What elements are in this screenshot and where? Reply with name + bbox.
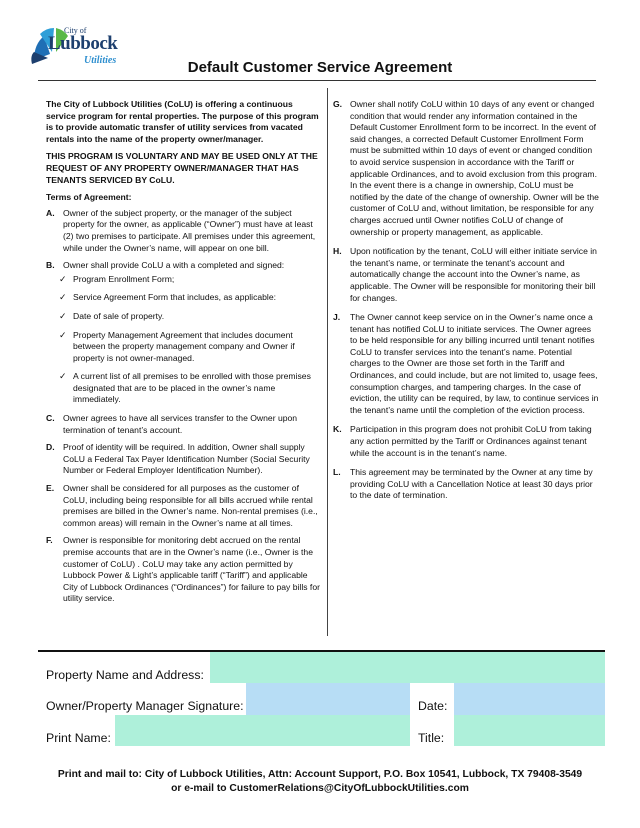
term-letter: L. <box>333 467 341 478</box>
check-icon: ✓ <box>59 310 67 321</box>
checklist-item <box>46 371 320 406</box>
checklist-item <box>46 330 320 365</box>
term-text: Proof of identity will be required. In addition, Owner shall supply CoLU a Federal Tax Payer Identification Number (Social Security Number or Federal Employer Identification Number). <box>63 442 310 476</box>
term-letter: B. <box>46 260 55 271</box>
term-letter: J. <box>333 312 341 323</box>
right-column <box>333 99 599 508</box>
title-label: Title: <box>418 731 445 745</box>
term-text: Upon notification by the tenant, CoLU will either initiate service in the tenant’s name, or terminate the tenant’s account and automatically change the account into the Owner’s name, as applicable. The Owner will be responsible for monitoring their bill for changes. <box>350 246 597 303</box>
logo-name-text: Lubbock <box>48 33 118 54</box>
terms-heading: Terms of Agreement: <box>46 192 132 203</box>
form-row-signature <box>38 683 605 714</box>
term-item <box>46 535 320 605</box>
footer-email-line: or e-mail to CustomerRelations@CityOfLubbockUtilities.com <box>171 783 469 794</box>
term-text: Owner is responsible for monitoring debt accrued on the rental premise accounts that are in the Owner’s name (i.e., Owner is the customer of CoLU) . CoLU may take any action permitted by Lubbock Power & Light’s applicable tariff (“Tariff”) and applicable City of Lubbock Ordinances (“Ordinances”) for failure to pay bills for utility service. <box>63 535 320 604</box>
signature-label: Owner/Property Manager Signature: <box>46 699 244 713</box>
term-item <box>46 260 320 272</box>
checklist-text: A current list of all premises to be enrolled with those premises designated that are to be placed in the owner’s name immediately. <box>73 371 311 405</box>
term-item <box>333 99 599 238</box>
term-text: Owner shall provide CoLU a with a completed and signed: <box>63 260 285 271</box>
term-letter: H. <box>333 246 342 257</box>
voluntary-notice: THIS PROGRAM IS VOLUNTARY AND MAY BE USED ONLY AT THE REQUEST OF ANY PROPERTY OWNER/MANAGER THAT HAS TENANTS SERVICED BY CoLU. <box>46 151 318 185</box>
property-label: Property Name and Address: <box>46 668 204 682</box>
term-text: Participation in this program does not prohibit CoLU from taking any action permitted by the Tariff or Ordinances against tenant while the account is in the tenant’s name. <box>350 424 592 458</box>
print-name-label: Print Name: <box>46 731 111 745</box>
footer-mail-line: Print and mail to: City of Lubbock Utilities, Attn: Account Support, P.O. Box 10541, Lubbock, TX 79408-3549 <box>57 769 583 780</box>
footer <box>20 768 620 796</box>
checklist-text: Date of sale of property. <box>73 310 165 321</box>
logo-city-text: City of <box>64 26 87 35</box>
term-letter: D. <box>46 442 55 453</box>
term-text: Owner of the subject property, or the manager of the subject property for the owner, as applicable (“Owner”) must have at least (2) two premises to participate. All premises under this agreement, while under the Owner’s name, will appear on one bill. <box>63 207 316 253</box>
checklist-text: Service Agreement Form that includes, as applicable: <box>73 292 277 303</box>
term-item <box>333 246 599 304</box>
check-icon: ✓ <box>59 273 67 284</box>
term-item <box>46 413 320 436</box>
term-letter: G. <box>333 99 343 109</box>
checklist-item <box>46 292 320 304</box>
intro-paragraph: The City of Lubbock Utilities (CoLU) is offering a continuous service program for rental properties. The purpose of this program is to provide automatic transfer of utility services from vacated rentals into the name of the property owner/manager. <box>46 99 319 144</box>
check-icon: ✓ <box>59 292 67 303</box>
term-letter: C. <box>46 413 55 424</box>
term-item <box>46 208 320 254</box>
term-letter: K. <box>333 424 342 435</box>
column-divider <box>327 88 328 636</box>
checklist-item <box>46 311 320 323</box>
check-icon: ✓ <box>59 329 67 340</box>
term-text: Owner shall notify CoLU within 10 days of any event or changed condition that would render any information contained in the Default Customer Enrollment form to be incorrect. In the event of said changes, a corrected Default Customer Enrollment Form must be submitted within 10 days of event or changed condition to avoid service suspension in accordance with the Tariff or applicable Ordinances, and to avoid exclusion from this program. In the event there is a change in ownership, CoLU must be notified by the date of the change of ownership. Owner will be the customer of CoLU and, without limitation, be responsible for any charges accrued until Owner notifies CoLU of change of ownership or property management, as applicable. <box>350 99 599 237</box>
term-letter: A. <box>46 207 55 218</box>
term-letter: E. <box>46 483 55 494</box>
left-column <box>46 99 320 611</box>
date-label: Date: <box>418 699 448 713</box>
logo-sub-text: Utilities <box>84 55 117 66</box>
form-row-property <box>38 652 605 683</box>
term-item <box>333 424 599 459</box>
term-text: The Owner cannot keep service on in the Owner’s name once a tenant has notified CoLU to initiate services. The Owner agrees to be held responsible for any billing incurred until tenant notifies CoLU to transfer services into the tenant’s name. Potential charges to the Owner are those set forth in the Tariff and Ordinances, and could include, but are not limited to, usage fees, consumption charges, and tampering charges. In the case of eviction, the utility can be required, by law, to continue services in the tenant’s name until the completion of the eviction process. <box>350 312 599 415</box>
form-row-print <box>38 715 605 746</box>
term-text: Owner shall be considered for all purposes as the customer of CoLU, including being responsible for all bills accrued while rental premises are billed in the Owner’s name. Non-rental premises (i.e., common areas) will remain in the Owner’s name at all times. <box>63 483 318 528</box>
term-item <box>46 442 320 477</box>
term-text: This agreement may be terminated by the Owner at any time by providing CoLU with a Cancellation Notice at least 30 days prior to the date of termination. <box>350 467 593 501</box>
term-item <box>46 483 320 529</box>
checklist-text: Program Enrollment Form; <box>73 273 175 284</box>
title-divider <box>38 80 596 81</box>
checklist-text: Property Management Agreement that includes document between the property management company and Owner if property is not owner-managed. <box>73 329 295 363</box>
check-icon: ✓ <box>59 371 67 382</box>
term-text: Owner agrees to have all services transfer to the Owner upon termination of tenant’s account. <box>63 413 298 435</box>
term-item <box>333 312 599 416</box>
term-item <box>333 467 599 502</box>
page-title: Default Customer Service Agreement <box>187 59 453 76</box>
checklist-item <box>46 274 320 286</box>
term-letter: F. <box>46 535 53 546</box>
